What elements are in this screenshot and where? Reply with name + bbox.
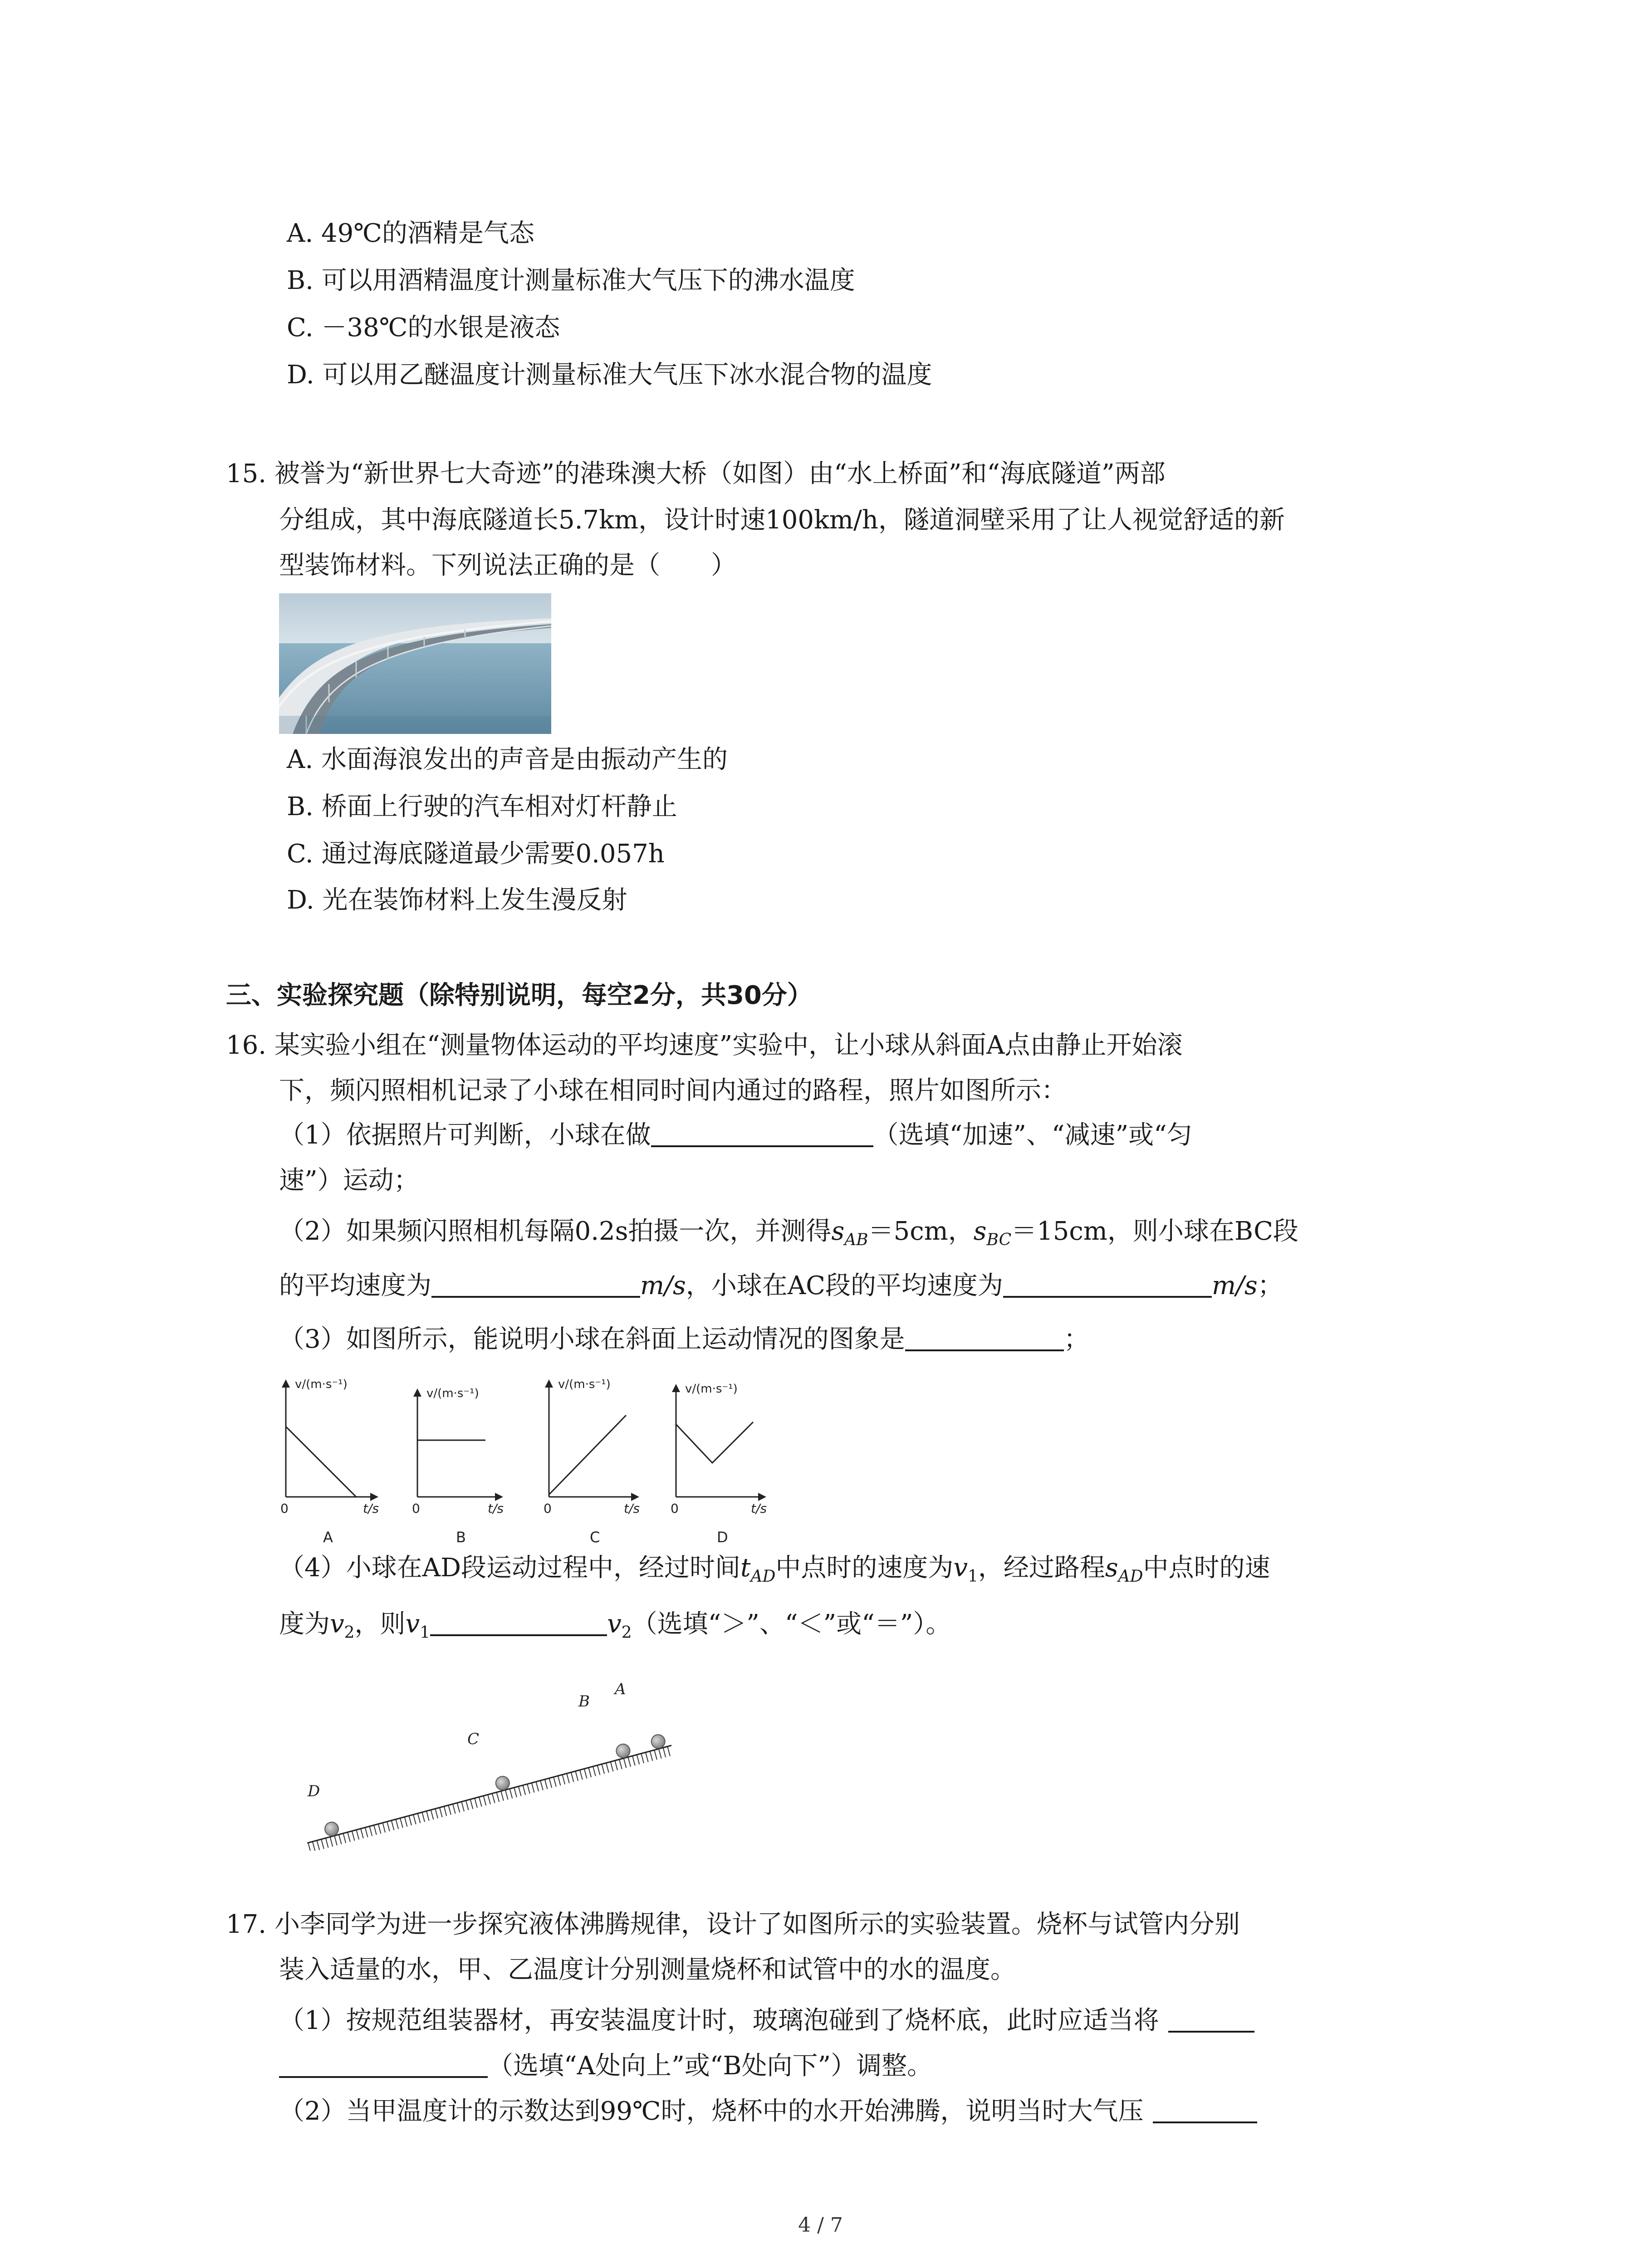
q15-option-b: B. 桥面上行驶的汽车相对灯杆静止 bbox=[287, 792, 677, 821]
graph-d bbox=[671, 1382, 767, 1546]
q16-p3-blank[interactable] bbox=[905, 1324, 1064, 1351]
q17-p1a-text: （1）按规范组装器材，再安装温度计时，玻璃泡碰到了烧杯底，此时应适当将 bbox=[279, 2006, 1159, 2035]
q16-p4f-text: ，则 bbox=[354, 1609, 406, 1639]
q16-p2b-text: 的平均速度为 bbox=[279, 1271, 431, 1300]
q16-p1-choice: （选填“加速”、“减速”或“匀 bbox=[873, 1120, 1192, 1150]
incline-label-a: A bbox=[615, 1680, 626, 1698]
q16-p2c-text: ，小球在AC段的平均速度为 bbox=[686, 1271, 1004, 1300]
q16-v1: v bbox=[953, 1553, 968, 1583]
q16-s: s bbox=[1105, 1553, 1118, 1583]
q16-line-2: 下，频闪照相机记录了小球在相同时间内通过的路程，照片如图所示： bbox=[279, 1076, 1067, 1105]
q17-p1-blank-b[interactable] bbox=[279, 2051, 488, 2078]
graph-a-origin: 0 bbox=[280, 1501, 289, 1516]
section-3-title: 三、实验探究题（除特别说明，每空2分，共30分） bbox=[226, 981, 813, 1010]
graph-b-label: B bbox=[456, 1529, 466, 1546]
q14-option-a: A. 49℃的酒精是气态 bbox=[287, 219, 534, 248]
q16-p2-unit-2: m/s bbox=[1212, 1271, 1258, 1300]
q16-v1b: v bbox=[405, 1609, 420, 1639]
q16-p1-end: 速”）运动； bbox=[279, 1166, 419, 1195]
q15-option-d: D. 光在装饰材料上发生漫反射 bbox=[287, 885, 627, 915]
q15-line-2: 分组成，其中海底隧道长5.7km，设计时速100km/h，隧道洞壁采用了让人视觉舒适的新 bbox=[279, 505, 1285, 535]
q16-s-sub: AD bbox=[1118, 1567, 1143, 1586]
q16-p4a-text: （4）小球在AD段运动过程中，经过时间 bbox=[279, 1553, 740, 1583]
graph-b bbox=[412, 1387, 504, 1546]
q17-part-1b bbox=[279, 2050, 932, 2082]
graph-d-xlabel: t/s bbox=[751, 1501, 767, 1516]
q16-p4g-text: （选填“＞”、“＜”或“＝”）。 bbox=[632, 1609, 951, 1639]
q16-p2-blank-1[interactable] bbox=[431, 1271, 640, 1298]
graph-a-ylabel: v/(m·s⁻¹) bbox=[295, 1378, 348, 1391]
incline-label-b: B bbox=[578, 1692, 590, 1711]
q16-part-3 bbox=[279, 1324, 1089, 1355]
q16-v2b: v bbox=[607, 1609, 622, 1639]
graph-c-ylabel: v/(m·s⁻¹) bbox=[558, 1378, 611, 1391]
q16-part-2 bbox=[279, 1216, 1298, 1256]
q16-v2: v bbox=[330, 1609, 344, 1639]
q17-part-2 bbox=[279, 2096, 1257, 2127]
graph-c-origin: 0 bbox=[544, 1501, 552, 1516]
q16-p4-blank[interactable] bbox=[430, 1609, 607, 1636]
q16-p4d-text: 中点时的速 bbox=[1143, 1553, 1270, 1583]
q16-part-2b bbox=[279, 1270, 1283, 1302]
q16-p1-blank[interactable] bbox=[651, 1120, 873, 1147]
q16-part-1 bbox=[279, 1119, 1192, 1151]
q16-part-4 bbox=[279, 1552, 1270, 1593]
q16-p4c-text: ，经过路程 bbox=[978, 1553, 1105, 1583]
q15-option-a: A. 水面海浪发出的声音是由振动产生的 bbox=[287, 745, 728, 774]
q16-p2-text: （2）如果频闪照相机每隔0.2s拍摄一次，并测得 bbox=[279, 1217, 832, 1246]
graph-b-ylabel: v/(m·s⁻¹) bbox=[426, 1387, 479, 1400]
q16-line-1: 16. 某实验小组在“测量物体运动的平均速度”实验中，让小球从斜面A点由静止开始滚 bbox=[226, 1031, 1183, 1060]
q17-part-1 bbox=[279, 2005, 1254, 2037]
graph-d-ylabel: v/(m·s⁻¹) bbox=[685, 1382, 738, 1396]
graph-b-xlabel: t/s bbox=[488, 1501, 504, 1516]
q16-sab: s bbox=[831, 1217, 845, 1246]
q17-p1b-text: （选填“A处向上”或“B处向下”）调整。 bbox=[488, 2051, 933, 2081]
q16-p4b-text: 中点时的速度为 bbox=[775, 1553, 954, 1583]
incline-label-c: C bbox=[467, 1730, 480, 1748]
q17-line-2: 装入适量的水，甲、乙温度计分别测量烧杯和试管中的水的温度。 bbox=[279, 1955, 1016, 1984]
q15-line-1: 15. 被誉为“新世界七大奇迹”的港珠澳大桥（如图）由“水上桥面”和“海底隧道”两部 bbox=[226, 459, 1166, 489]
q16-sbc-sub: BC bbox=[986, 1231, 1012, 1250]
q16-v1-sub: 1 bbox=[968, 1567, 978, 1586]
q16-p3-end: ； bbox=[1063, 1325, 1089, 1354]
q15-option-c: C. 通过海底隧道最少需要0.057h bbox=[287, 839, 665, 869]
graph-c bbox=[544, 1378, 640, 1546]
q16-v2-sub: 2 bbox=[344, 1623, 355, 1642]
graph-a-xlabel: t/s bbox=[363, 1501, 379, 1516]
q14-option-d: D. 可以用乙醚温度计测量标准大气压下冰水混合物的温度 bbox=[287, 360, 932, 390]
q16-sab-sub: AB bbox=[844, 1231, 868, 1250]
vt-graphs bbox=[272, 1374, 794, 1556]
q16-p1-text: （1）依据照片可判断，小球在做 bbox=[279, 1120, 651, 1150]
graph-c-xlabel: t/s bbox=[624, 1501, 640, 1516]
graph-b-origin: 0 bbox=[412, 1501, 420, 1516]
q16-p2-blank-2[interactable] bbox=[1003, 1271, 1212, 1298]
q14-option-c: C. －38℃的水银是液态 bbox=[287, 313, 560, 342]
q16-v2b-sub: 2 bbox=[621, 1623, 632, 1642]
graph-a bbox=[280, 1378, 379, 1546]
q17-line-1: 17. 小李同学为进一步探究液体沸腾规律，设计了如图所示的实验装置。烧杯与试管内分别 bbox=[226, 1910, 1240, 1939]
graph-d-label: D bbox=[717, 1529, 728, 1546]
q16-sbc-val: ＝15cm，则小球在BC段 bbox=[1011, 1217, 1298, 1246]
q16-sab-val: ＝5cm， bbox=[868, 1217, 974, 1246]
q16-part-4b bbox=[279, 1608, 951, 1649]
graph-c-label: C bbox=[590, 1529, 600, 1546]
q16-v1b-sub: 1 bbox=[420, 1623, 431, 1642]
q16-sbc: s bbox=[973, 1217, 987, 1246]
q15-line-3: 型装饰材料。下列说法正确的是（ ） bbox=[279, 551, 736, 580]
q16-p2-unit-1: m/s bbox=[640, 1271, 686, 1300]
q17-p1-blank-a[interactable] bbox=[1168, 2005, 1254, 2033]
q14-option-b: B. 可以用酒精温度计测量标准大气压下的沸水温度 bbox=[287, 266, 855, 295]
incline-label-d: D bbox=[308, 1782, 320, 1800]
q16-p4e-text: 度为 bbox=[279, 1609, 330, 1639]
q16-t: t bbox=[740, 1553, 751, 1583]
q16-p2d-text: ； bbox=[1257, 1271, 1283, 1300]
page-number: 4 / 7 bbox=[798, 2214, 843, 2237]
incline-diagram bbox=[281, 1660, 671, 1851]
q17-p2a-text: （2）当甲温度计的示数达到99℃时，烧杯中的水开始沸腾，说明当时大气压 bbox=[279, 2097, 1144, 2126]
q17-p2-blank[interactable] bbox=[1153, 2096, 1257, 2123]
graph-a-label: A bbox=[323, 1529, 333, 1546]
q16-p3-text: （3）如图所示，能说明小球在斜面上运动情况的图象是 bbox=[279, 1325, 905, 1354]
q16-t-sub: AD bbox=[750, 1567, 776, 1586]
graph-d-origin: 0 bbox=[671, 1501, 679, 1516]
bridge-photo bbox=[279, 593, 551, 734]
